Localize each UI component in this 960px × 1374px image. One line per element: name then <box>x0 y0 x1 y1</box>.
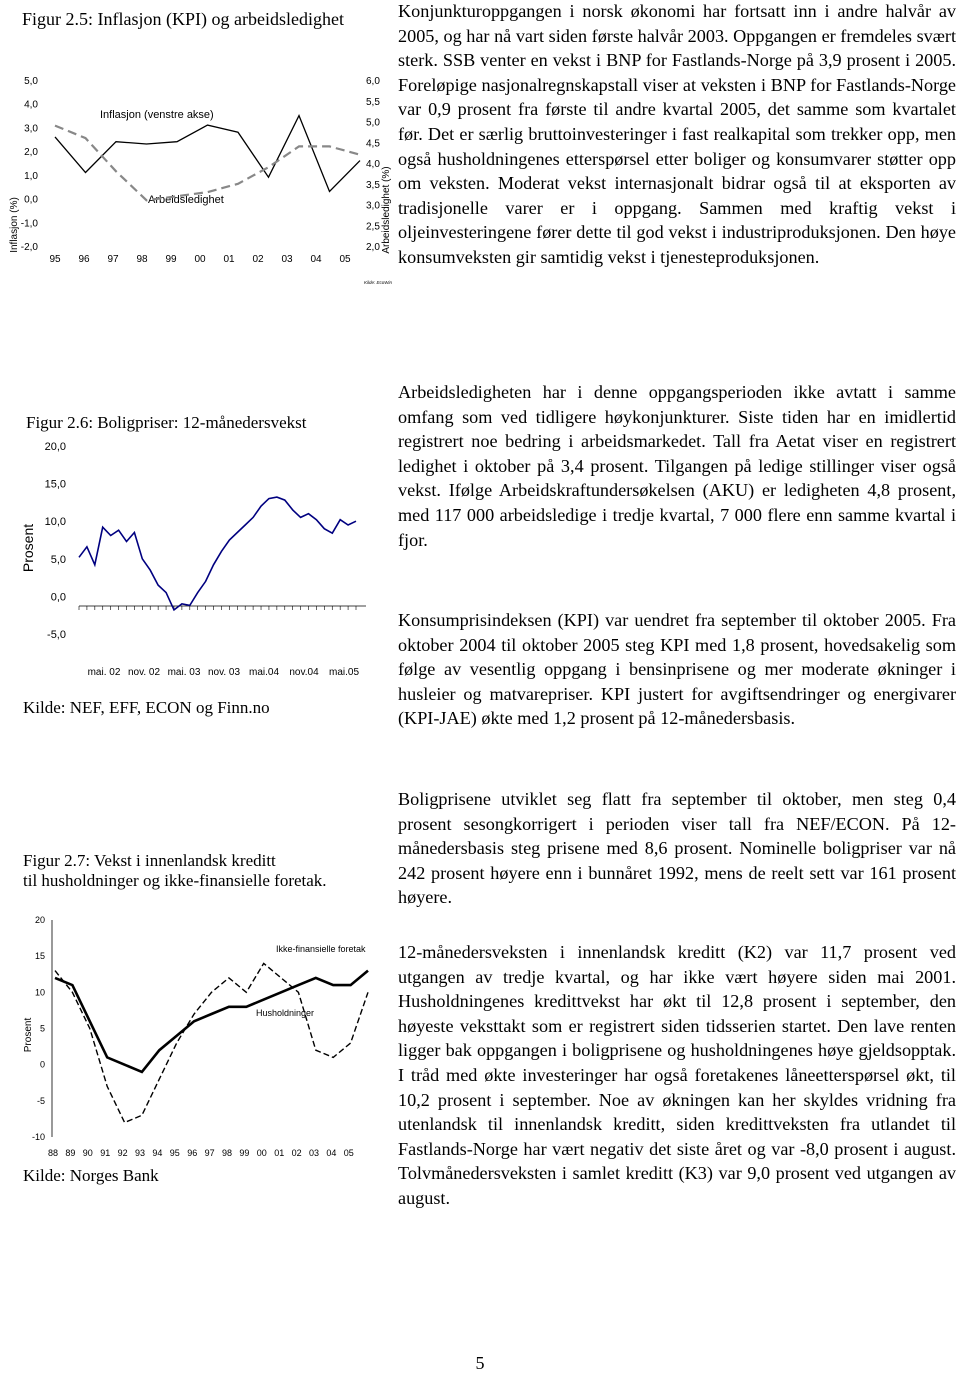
y-tick-label: 15 <box>34 951 45 962</box>
right-tick-label: 3,0 <box>366 200 380 212</box>
y-tick-label: 0 <box>39 1059 45 1070</box>
right-tick-label: 5,5 <box>366 96 380 108</box>
x-tick-label: 01 <box>223 254 235 265</box>
x-tick-label: 97 <box>204 1148 215 1158</box>
figure-2-7-source: Kilde: Norges Bank <box>23 1166 159 1185</box>
x-tick-label: 05 <box>343 1148 354 1158</box>
paragraph-house-prices: Boligprisene utviklet seg flatt fra september til oktober, men steg 0,4 prosent sesongkorrigert i perioden viser tall fra NEF/ECON. På 12-månedersbasis steg prisene med 8,6 prosent. Nominelle boligpriser var nå 242 prosent høyere enn i bunnåret 1992, mens de reelt sett var 161 prosent høyere. <box>398 789 956 908</box>
left-tick-label: 4,0 <box>24 99 38 111</box>
y-tick-label: 20 <box>34 915 45 925</box>
x-tick-label: 03 <box>308 1148 320 1158</box>
x-tick-label: 01 <box>274 1148 285 1158</box>
page-number: 5 <box>475 1353 485 1373</box>
y-tick-label: 10,0 <box>44 516 66 529</box>
figure-2-6-title: Figur 2.6: Boligpriser: 12-månedersvekst <box>26 413 307 432</box>
y-tick-label: -10 <box>31 1132 45 1142</box>
figure-2-6-chart <box>0 440 380 690</box>
y-tick-label: 15,0 <box>44 478 66 491</box>
x-tick-label: 91 <box>100 1148 111 1158</box>
figure-2-5-chart <box>0 50 392 340</box>
figure-2-5-title: Figur 2.5: Inflasjon (KPI) og arbeidsledighet <box>22 9 344 29</box>
business-credit-line <box>55 963 368 1122</box>
left-tick-label: 3,0 <box>24 123 38 135</box>
right-tick-label: 3,5 <box>366 179 380 191</box>
source-label: Kilde: EcoWin <box>364 280 392 285</box>
y-tick-label: 5 <box>39 1023 45 1034</box>
body-text-block-3 <box>398 608 956 748</box>
x-tick-label: 04 <box>310 254 322 265</box>
right-tick-label: 4,5 <box>366 138 380 150</box>
body-text-column <box>398 0 956 287</box>
body-text-block-5 <box>398 940 956 1228</box>
paragraph-credit: 12-månedersveksten i innenlandsk kreditt (K2) var 11,7 prosent ved utgangen av tredje kvartal, og har ikke vært høyere siden mai 2001. Husholdningenes kredittvekst har økt til 12,8 prosent i september, den høyeste veksttakt som er registrert siden tidsserien startet. Den lave renten ligger bak oppgangen i boligprisene og husholdningenes høye gjeldsopptak. I tråd med økte investeringer har også foretakenes låneetterspørsel økt, til 10,2 prosent i september. Noe av økningen kan her skyldes vridning fra utenlandsk til innenlandsk kreditt, siden kredittveksten fra utlandet til Fastlands-Norge har vært negativ det siste året og var -8,0 prosent i august. Tolvmånedersveksten i samlet kreditt (K3) var 9,0 prosent ved utgangen av august. <box>398 942 956 1208</box>
household-series-label: Husholdninger <box>256 1008 315 1018</box>
figure-2-7-title-line2: til husholdninger og ikke-finansielle foretak. <box>23 871 327 890</box>
right-axis-label: Arbeidsledighet (%) <box>381 166 392 254</box>
body-text-block-4 <box>398 787 956 927</box>
paragraph-cpi: Konsumprisindeksen (KPI) var uendret fra september til oktober 2005. Fra oktober 2004 til oktober 2005 steg KPI med 1,8 prosent, hovedsakelig som følge av vesentlig oppgang i bensinprisene og mer moderate økninger i husleier og matvarepriser. KPI justert for avgiftsendringer og energivarer (KPI-JAE) økte med 1,2 prosent på 12-månedersbasis. <box>398 610 956 729</box>
x-tick-label: 98 <box>221 1148 233 1158</box>
right-tick-label: 5,0 <box>366 117 380 129</box>
x-tick-label: 94 <box>152 1148 163 1158</box>
house-price-line <box>79 497 356 610</box>
unemployment-series-label: Arbeidsledighet <box>148 194 224 206</box>
x-tick-label: 99 <box>165 254 177 265</box>
left-tick-label: -2,0 <box>20 242 38 253</box>
x-tick-label: 02 <box>291 1148 302 1158</box>
x-tick-label: mai.05 <box>328 667 360 678</box>
figure-2-6-source: Kilde: NEF, EFF, ECON og Finn.no <box>23 698 270 717</box>
left-tick-label: 2,0 <box>24 147 38 159</box>
left-axis-label: Inflasjon (%) <box>9 197 20 253</box>
household-credit-line <box>55 971 368 1072</box>
business-series-label: Ikke-finansielle foretak <box>276 944 366 954</box>
y-tick-label: -5,0 <box>47 629 66 641</box>
x-tick-label: 04 <box>326 1148 337 1158</box>
x-tick-label: 96 <box>187 1148 198 1158</box>
x-tick-label: 89 <box>65 1148 76 1158</box>
right-tick-label: 2,5 <box>366 221 380 233</box>
x-tick-label: mai. 02 <box>87 667 121 678</box>
x-tick-label: 90 <box>82 1148 93 1158</box>
x-tick-label: mai.04 <box>248 667 280 678</box>
y-tick-label: 10 <box>34 987 45 998</box>
right-tick-label: 4,0 <box>366 159 380 170</box>
x-tick-label: 93 <box>134 1148 146 1158</box>
y-axis-label: Prosent <box>20 523 36 573</box>
paragraph-unemployment: Arbeidsledigheten har i denne oppgangsperioden ikke avtatt i samme omfang som ved tidligere høykonjunkturer. Siste tiden har en imidlertid registrert noe bedring i arbeidsmarkedet. Tall fra Aetat viser en registrert ledighet i oktober på 3,4 prosent. Tilgangen på ledige stillinger viser også vekst. Ifølge Arbeidskraftundersøkelsen (AKU) er ledigheten 4,8 prosent, med 117 000 arbeidsledige i tredje kvartal, 7 000 flere enn samme kvartal i fjor. <box>398 382 956 550</box>
inflation-line <box>55 116 360 192</box>
y-tick-label: 5,0 <box>50 553 66 566</box>
x-tick-label: 97 <box>107 254 119 265</box>
x-tick-label: 99 <box>239 1148 250 1158</box>
left-tick-label: 5,0 <box>24 76 38 87</box>
x-tick-label: 00 <box>256 1148 267 1158</box>
x-tick-label: 95 <box>49 254 61 265</box>
x-tick-label: 00 <box>194 254 206 265</box>
body-text-block-2 <box>398 380 956 569</box>
x-tick-label: 92 <box>117 1148 128 1158</box>
right-tick-label: 2,0 <box>366 242 380 253</box>
x-tick-label: 05 <box>339 254 351 265</box>
x-tick-label: nov. 02 <box>127 667 161 678</box>
unemployment-line <box>55 126 360 201</box>
figure-2-7-title-line1: Figur 2.7: Vekst i innenlandsk kreditt <box>23 851 276 870</box>
x-tick-label: 95 <box>169 1148 180 1158</box>
paragraph-economy: Konjunkturoppgangen i norsk økonomi har fortsatt inn i andre halvår av 2005, og har nå vart siden første halvår 2003. Oppgangen er fremdeles svært sterk. SSB venter en vekst i BNP for Fastlands-Norge på 3,9 prosent i 2005. Foreløpige nasjonalregnskapstall viser at veksten i BNP for Fastlands-Norge var 0,9 prosent fra første til andre kvartal 2005, det samme som kvartalet før. Det er særlig bruttoinvesteringer i fast realkapital som trekker opp, men også husholdningenes etterspørsel etter boliger og konsumvarer støtter opp om veksten. Moderat vekst internasjonalt bidrar også til at eksporten av tradisjonelle varer er i oppgang. Sammen med kraftig vekst i oljeinvesteringene fører dette til god vekst i industriproduksjonen. Den høye konsumveksten gir samtidig vekst i tjenesteproduksjonen. <box>398 1 956 267</box>
y-tick-label: 20,0 <box>44 441 66 453</box>
right-tick-label: 6,0 <box>366 76 380 87</box>
x-tick-label: nov. 03 <box>207 667 241 678</box>
x-tick-label: mai. 03 <box>167 667 201 678</box>
x-tick-label: 02 <box>252 254 264 265</box>
x-tick-label: 96 <box>78 254 90 265</box>
inflation-series-label: Inflasjon (venstre akse) <box>100 109 214 121</box>
x-tick-label: 88 <box>47 1148 59 1158</box>
x-tick-label: 98 <box>136 254 148 265</box>
left-tick-label: 0,0 <box>24 194 38 206</box>
left-tick-label: -1,0 <box>20 218 38 230</box>
y-tick-label: 0,0 <box>50 591 66 604</box>
y-tick-label: -5 <box>36 1095 45 1106</box>
x-tick-label: 03 <box>281 254 293 265</box>
left-tick-label: 1,0 <box>24 170 38 182</box>
y-axis-label: Prosent <box>23 1017 34 1053</box>
x-tick-label: nov.04 <box>289 667 319 678</box>
figure-2-7-chart <box>0 905 380 1165</box>
